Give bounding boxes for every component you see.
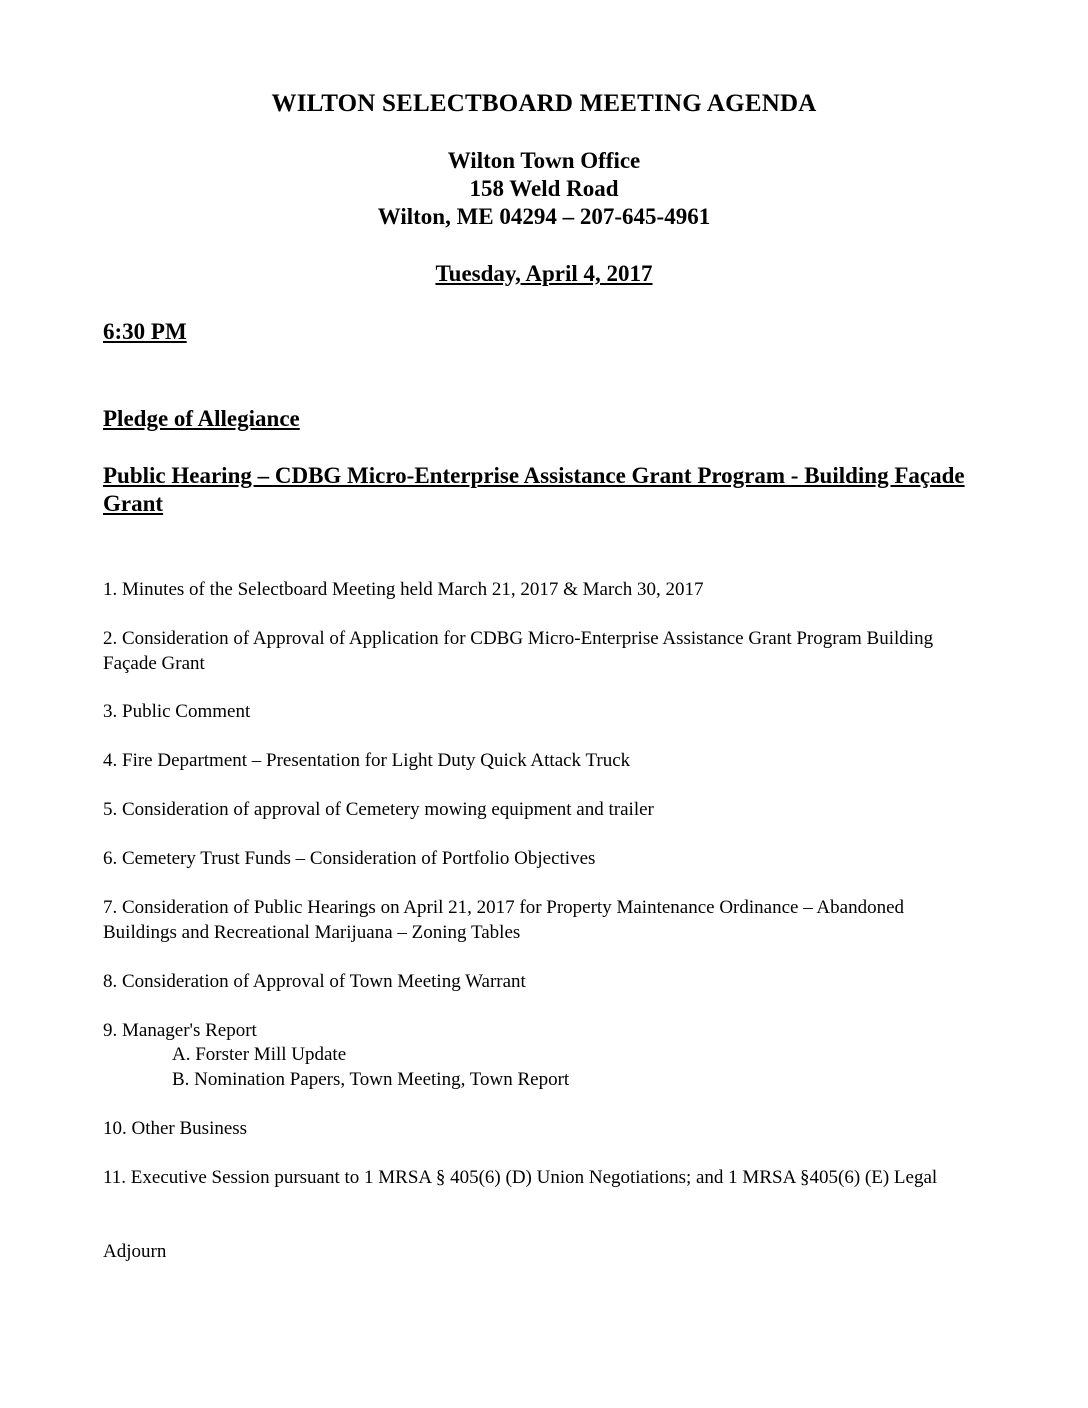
- agenda-item-5: 5. Consideration of approval of Cemetery mowing equipment and trailer: [103, 799, 654, 820]
- agenda-item-11: 11. Executive Session pursuant to 1 MRSA § 405(6) (D) Union Negotiations; and 1 MRSA §405(6) (E) Legal: [103, 1167, 938, 1188]
- agenda-item-3: 3. Public Comment: [103, 701, 251, 722]
- public-hearing-heading: Public Hearing – CDBG Micro-Enterprise Assistance Grant Program - Building Façade Grant: [103, 463, 965, 516]
- office-city-phone: Wilton, ME 04294 – 207-645-4961: [377, 204, 711, 229]
- agenda-item-8: 8. Consideration of Approval of Town Meeting Warrant: [103, 971, 526, 992]
- document-title: WILTON SELECTBOARD MEETING AGENDA: [271, 90, 817, 117]
- pledge-heading: Pledge of Allegiance: [103, 406, 300, 431]
- agenda-subitem-9a: A. Forster Mill Update: [172, 1044, 347, 1065]
- agenda-item-10: 10. Other Business: [103, 1118, 248, 1139]
- agenda-item-1: 1. Minutes of the Selectboard Meeting held March 21, 2017 & March 30, 2017: [103, 579, 704, 600]
- office-name: Wilton Town Office: [447, 148, 641, 173]
- agenda-subitem-9b: B. Nomination Papers, Town Meeting, Town Report: [172, 1069, 570, 1090]
- agenda-item-6: 6. Cemetery Trust Funds – Consideration of Portfolio Objectives: [103, 848, 596, 869]
- meeting-date: Tuesday, April 4, 2017: [435, 261, 653, 286]
- agenda-item-7: 7. Consideration of Public Hearings on April 21, 2017 for Property Maintenance Ordinance – Abandoned Buildings and Recreational Marijuana – Zoning Tables: [103, 897, 904, 943]
- agenda-item-2: 2. Consideration of Approval of Application for CDBG Micro-Enterprise Assistance Grant Program Building Façade Grant: [103, 628, 934, 674]
- adjourn-line: Adjourn: [103, 1241, 167, 1262]
- agenda-item-9: 9. Manager's Report: [103, 1020, 257, 1041]
- meeting-time: 6:30 PM: [103, 319, 187, 344]
- agenda-item-4: 4. Fire Department – Presentation for Light Duty Quick Attack Truck: [103, 750, 631, 771]
- office-street: 158 Weld Road: [469, 176, 619, 201]
